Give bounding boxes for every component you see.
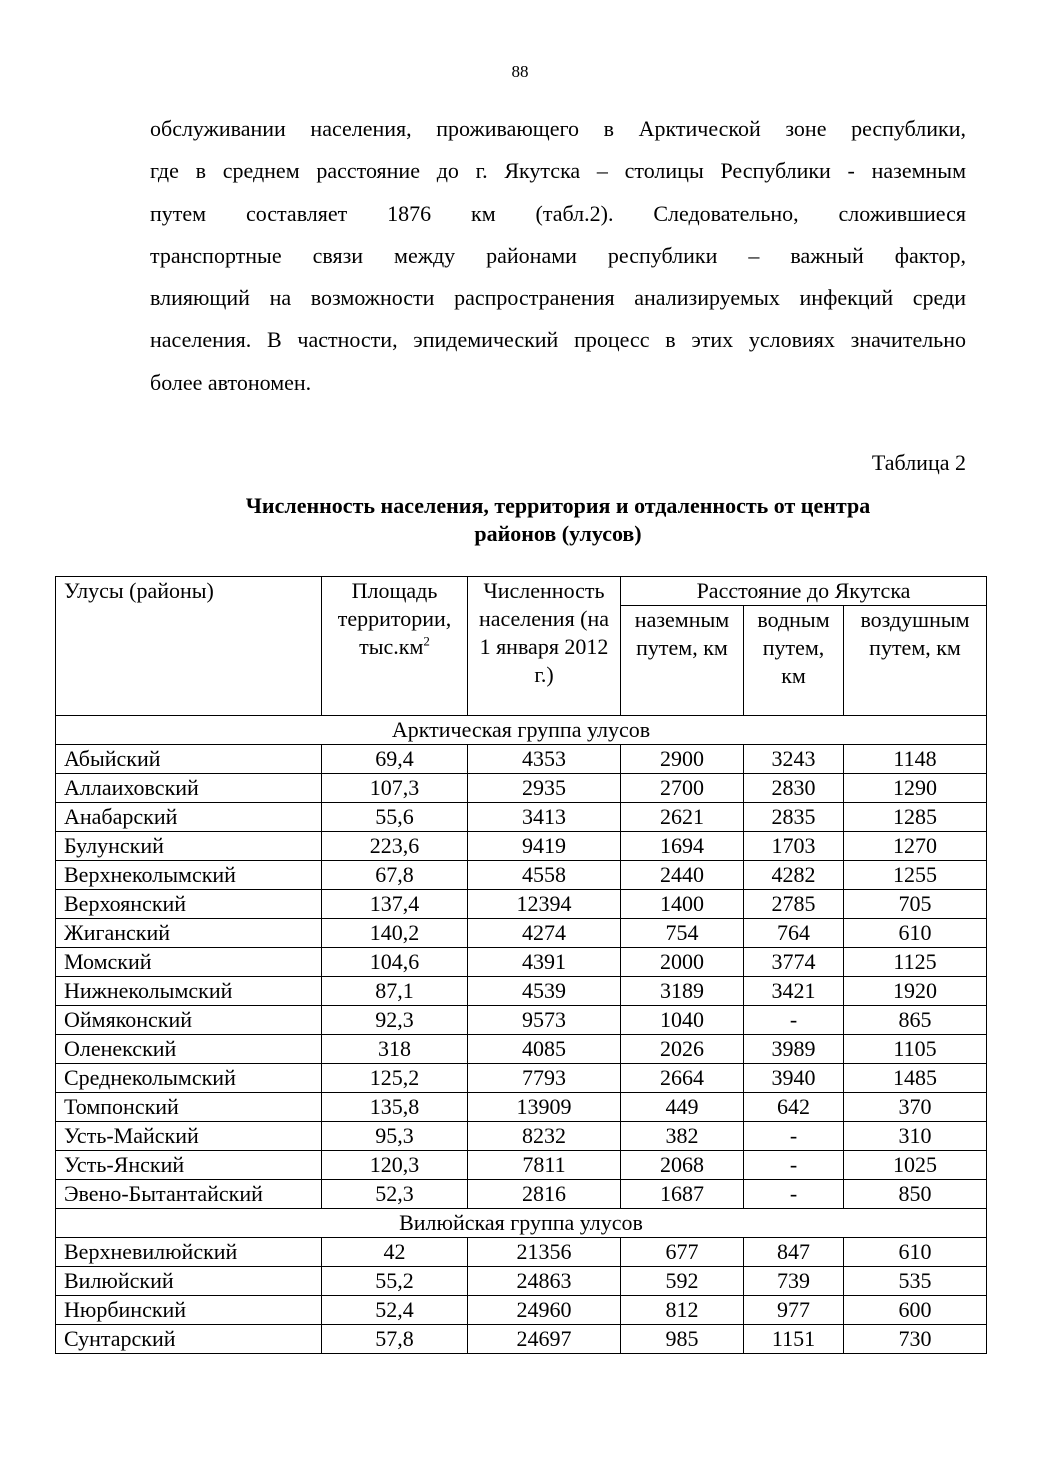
cell-water: 3421: [744, 977, 844, 1006]
cell-land: 754: [621, 919, 744, 948]
cell-district: Усть-Янский: [56, 1151, 322, 1180]
cell-district: Верхнеколымский: [56, 861, 322, 890]
cell-air: 1125: [844, 948, 987, 977]
table-row: [56, 774, 987, 803]
cell-land: 985: [621, 1325, 744, 1354]
cell-district: Булунский: [56, 832, 322, 861]
cell-population: 4085: [468, 1035, 621, 1064]
cell-district: Эвено-Бытантайский: [56, 1180, 322, 1209]
cell-population: 12394: [468, 890, 621, 919]
cell-air: 1025: [844, 1151, 987, 1180]
cell-air: 865: [844, 1006, 987, 1035]
cell-area: 104,6: [322, 948, 468, 977]
cell-land: 2000: [621, 948, 744, 977]
cell-population: 9419: [468, 832, 621, 861]
cell-area: 67,8: [322, 861, 468, 890]
group-title: Арктическая группа улусов: [56, 716, 987, 745]
cell-land: 1040: [621, 1006, 744, 1035]
cell-area: 125,2: [322, 1064, 468, 1093]
cell-population: 9573: [468, 1006, 621, 1035]
cell-water: 1151: [744, 1325, 844, 1354]
table-row: [56, 832, 987, 861]
cell-air: 535: [844, 1267, 987, 1296]
cell-district: Нюрбинский: [56, 1296, 322, 1325]
cell-population: 24863: [468, 1267, 621, 1296]
cell-air: 1270: [844, 832, 987, 861]
cell-air: 850: [844, 1180, 987, 1209]
cell-air: 1105: [844, 1035, 987, 1064]
cell-population: 8232: [468, 1122, 621, 1151]
header-distance: Расстояние до Якутска: [621, 577, 987, 606]
cell-district: Усть-Майский: [56, 1122, 322, 1151]
cell-air: 310: [844, 1122, 987, 1151]
cell-district: Вилюйский: [56, 1267, 322, 1296]
table-row: [56, 977, 987, 1006]
cell-water: 2785: [744, 890, 844, 919]
cell-district: Оленекский: [56, 1035, 322, 1064]
table-row: [56, 745, 987, 774]
cell-water: 977: [744, 1296, 844, 1325]
cell-land: 382: [621, 1122, 744, 1151]
cell-water: 2830: [744, 774, 844, 803]
cell-population: 4353: [468, 745, 621, 774]
cell-area: 318: [322, 1035, 468, 1064]
cell-air: 600: [844, 1296, 987, 1325]
cell-land: 2068: [621, 1151, 744, 1180]
cell-population: 2935: [468, 774, 621, 803]
cell-water: 3940: [744, 1064, 844, 1093]
paragraph-line: населения. В частности, эпидемический процесс в этих условиях значительно: [150, 327, 966, 353]
cell-air: 1485: [844, 1064, 987, 1093]
cell-land: 2621: [621, 803, 744, 832]
cell-district: Жиганский: [56, 919, 322, 948]
cell-area: 55,2: [322, 1267, 468, 1296]
header-land: наземным путем, км: [621, 606, 744, 716]
cell-water: 3989: [744, 1035, 844, 1064]
cell-water: 642: [744, 1093, 844, 1122]
group-row: [56, 716, 987, 745]
paragraph-line: влияющий на возможности распространения анализируемых инфекций среди: [150, 285, 966, 311]
header-population: Численность населения (на 1 января 2012 г.): [468, 577, 621, 716]
table-label: Таблица 2: [871, 450, 966, 475]
cell-land: 677: [621, 1238, 744, 1267]
cell-water: 2835: [744, 803, 844, 832]
cell-district: Оймяконский: [56, 1006, 322, 1035]
cell-water: 764: [744, 919, 844, 948]
group-title: Вилюйская группа улусов: [56, 1209, 987, 1238]
table-row: [56, 1122, 987, 1151]
cell-area: 120,3: [322, 1151, 468, 1180]
table-row: [56, 948, 987, 977]
cell-air: 610: [844, 919, 987, 948]
cell-area: 223,6: [322, 832, 468, 861]
cell-population: 7793: [468, 1064, 621, 1093]
cell-water: 739: [744, 1267, 844, 1296]
cell-district: Абыйский: [56, 745, 322, 774]
cell-population: 4539: [468, 977, 621, 1006]
table-row: [56, 890, 987, 919]
cell-air: 610: [844, 1238, 987, 1267]
cell-water: 4282: [744, 861, 844, 890]
population-table: [55, 576, 987, 1354]
cell-area: 140,2: [322, 919, 468, 948]
cell-district: Сунтарский: [56, 1325, 322, 1354]
header-air: воздушным путем, км: [844, 606, 987, 716]
body-paragraph: [150, 108, 966, 404]
cell-population: 4391: [468, 948, 621, 977]
table-row: [56, 1296, 987, 1325]
cell-population: 4558: [468, 861, 621, 890]
cell-district: Аллаиховский: [56, 774, 322, 803]
cell-area: 95,3: [322, 1122, 468, 1151]
table-row: [56, 803, 987, 832]
cell-area: 52,3: [322, 1180, 468, 1209]
table-title-line: Численность населения, территория и отдаленность от центра: [245, 493, 871, 518]
table-row: [56, 1267, 987, 1296]
cell-area: 87,1: [322, 977, 468, 1006]
header-water: водным путем, км: [744, 606, 844, 716]
cell-land: 592: [621, 1267, 744, 1296]
table-row: [56, 1325, 987, 1354]
cell-land: 3189: [621, 977, 744, 1006]
cell-area: 55,6: [322, 803, 468, 832]
header-area-superscript: 2: [423, 633, 430, 649]
table-row: [56, 919, 987, 948]
cell-land: 2664: [621, 1064, 744, 1093]
cell-air: 705: [844, 890, 987, 919]
cell-water: -: [744, 1151, 844, 1180]
header-district: Улусы (районы): [56, 577, 322, 716]
cell-land: 812: [621, 1296, 744, 1325]
table-row: [56, 1180, 987, 1209]
cell-area: 92,3: [322, 1006, 468, 1035]
cell-district: Нижнеколымский: [56, 977, 322, 1006]
cell-water: 3243: [744, 745, 844, 774]
cell-area: 42: [322, 1238, 468, 1267]
cell-air: 1920: [844, 977, 987, 1006]
cell-land: 1694: [621, 832, 744, 861]
table-row: [56, 1006, 987, 1035]
cell-land: 2026: [621, 1035, 744, 1064]
cell-water: -: [744, 1122, 844, 1151]
cell-population: 24960: [468, 1296, 621, 1325]
paragraph-line: путем составляет 1876 км (табл.2). Следовательно, сложившиеся: [150, 200, 966, 226]
table-header: [56, 577, 987, 716]
cell-water: -: [744, 1006, 844, 1035]
cell-population: 13909: [468, 1093, 621, 1122]
cell-area: 52,4: [322, 1296, 468, 1325]
cell-water: -: [744, 1180, 844, 1209]
table-row: [56, 1035, 987, 1064]
cell-population: 24697: [468, 1325, 621, 1354]
paragraph-line: более автономен.: [150, 369, 312, 395]
cell-water: 3774: [744, 948, 844, 977]
table-row: [56, 1093, 987, 1122]
cell-population: 3413: [468, 803, 621, 832]
cell-land: 2700: [621, 774, 744, 803]
cell-population: 2816: [468, 1180, 621, 1209]
cell-area: 107,3: [322, 774, 468, 803]
cell-district: Верхневилюйский: [56, 1238, 322, 1267]
cell-district: Томпонский: [56, 1093, 322, 1122]
cell-population: 4274: [468, 919, 621, 948]
cell-district: Среднеколымский: [56, 1064, 322, 1093]
paragraph-line: где в среднем расстояние до г. Якутска – столицы Республики - наземным: [150, 158, 966, 184]
cell-land: 449: [621, 1093, 744, 1122]
cell-air: 1148: [844, 745, 987, 774]
cell-population: 7811: [468, 1151, 621, 1180]
cell-area: 137,4: [322, 890, 468, 919]
cell-air: 370: [844, 1093, 987, 1122]
table-body: [56, 716, 987, 1354]
cell-district: Момский: [56, 948, 322, 977]
cell-water: 1703: [744, 832, 844, 861]
cell-district: Анабарский: [56, 803, 322, 832]
table-title-line: районов (улусов): [474, 521, 642, 546]
cell-air: 1290: [844, 774, 987, 803]
cell-air: 1285: [844, 803, 987, 832]
paragraph-line: обслуживании населения, проживающего в Арктической зоне республики,: [150, 116, 966, 141]
table-title: [150, 492, 966, 548]
cell-air: 1255: [844, 861, 987, 890]
cell-area: 57,8: [322, 1325, 468, 1354]
table-row: [56, 1064, 987, 1093]
cell-land: 2900: [621, 745, 744, 774]
cell-land: 1687: [621, 1180, 744, 1209]
cell-land: 1400: [621, 890, 744, 919]
cell-district: Верхоянский: [56, 890, 322, 919]
cell-area: 135,8: [322, 1093, 468, 1122]
group-row: [56, 1209, 987, 1238]
paragraph-line: транспортные связи между районами республики – важный фактор,: [150, 242, 966, 268]
cell-air: 730: [844, 1325, 987, 1354]
table-row: [56, 1238, 987, 1267]
cell-area: 69,4: [322, 745, 468, 774]
table-row: [56, 1151, 987, 1180]
cell-population: 21356: [468, 1238, 621, 1267]
header-area: [322, 577, 468, 716]
cell-water: 847: [744, 1238, 844, 1267]
page-number: 88: [511, 62, 529, 81]
header-area-text: Площадь территории, тыс.км: [337, 578, 452, 659]
cell-land: 2440: [621, 861, 744, 890]
table-row: [56, 861, 987, 890]
